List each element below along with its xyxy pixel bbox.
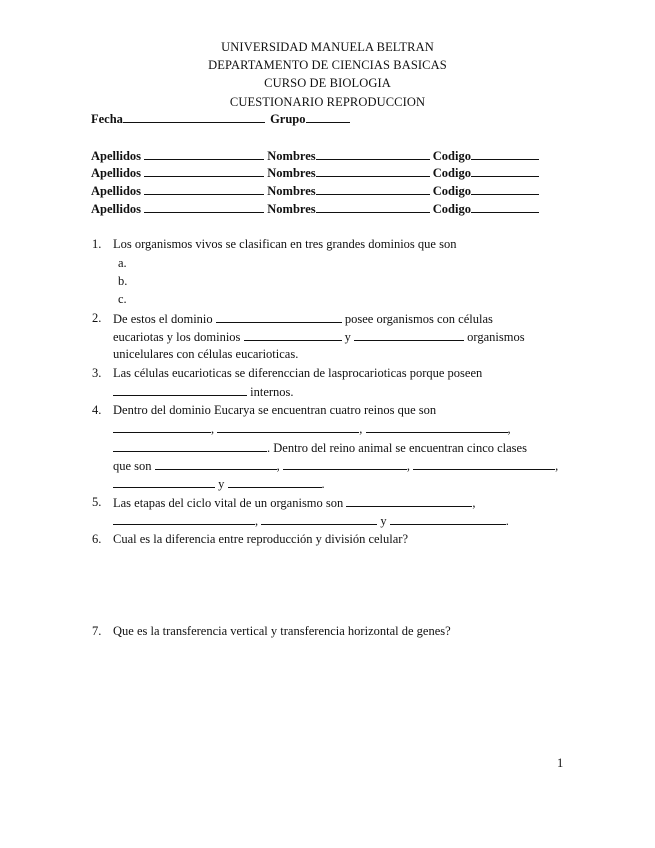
fecha-grupo-row <box>91 111 350 127</box>
apellidos-label: Apellidos <box>91 184 142 198</box>
fecha-field[interactable] <box>123 111 265 123</box>
codigo-label: Codigo <box>432 149 471 163</box>
question-number: 6. <box>92 532 102 546</box>
codigo-field[interactable] <box>471 201 539 213</box>
blank-field[interactable] <box>390 513 506 525</box>
question-text: Los organismos vivos se clasifican en tres grandes dominios que son <box>113 237 457 251</box>
question-line-3: unicelulares con células eucarioticas. <box>113 347 299 361</box>
course-name: CURSO DE BIOLOGIA <box>264 76 391 91</box>
blank-field[interactable] <box>113 440 267 452</box>
question-line-2: internos. <box>113 384 294 400</box>
nombres-label: Nombres <box>267 149 316 163</box>
blank-field[interactable] <box>113 421 211 433</box>
question-line-2: , , , <box>113 421 511 437</box>
question-text: Cual es la diferencia entre reproducción y división celular? <box>113 532 409 546</box>
department-name: DEPARTAMENTO DE CIENCIAS BASICAS <box>208 58 447 73</box>
apellidos-label: Apellidos <box>91 149 142 163</box>
codigo-label: Codigo <box>432 184 471 198</box>
blank-field[interactable] <box>261 513 377 525</box>
apellidos-label: Apellidos <box>91 202 142 216</box>
blank-field[interactable] <box>217 421 359 433</box>
student-row-3 <box>91 183 539 199</box>
blank-field[interactable] <box>244 329 342 341</box>
question-line-2: eucariotas y los dominios y organismos <box>113 330 525 344</box>
question-line-4: que son , , , <box>113 459 559 473</box>
document-header <box>0 38 655 111</box>
question-line-3: . Dentro del reino animal se encuentran cinco clases <box>113 440 527 456</box>
question-number: 1. <box>92 237 102 251</box>
fecha-label: Fecha <box>91 112 123 126</box>
question-number: 5. <box>92 495 102 509</box>
blank-field[interactable] <box>228 476 322 488</box>
codigo-label: Codigo <box>432 202 471 216</box>
question-line-1: Las células eucarioticas se diferenccian de lasprocarioticas porque poseen <box>113 366 483 380</box>
student-row-1 <box>91 148 539 164</box>
blank-field[interactable] <box>283 458 407 470</box>
university-name: UNIVERSIDAD MANUELA BELTRAN <box>221 40 434 54</box>
question-number: 4. <box>92 403 102 417</box>
option-c: c. <box>118 292 127 306</box>
student-row-2 <box>91 165 539 181</box>
page-number: 1 <box>557 756 564 770</box>
question-line-1: Las etapas del ciclo vital de un organismo son , <box>113 496 476 510</box>
blank-field[interactable] <box>113 513 255 525</box>
question-number: 2. <box>92 311 102 325</box>
question-number: 3. <box>92 366 102 380</box>
nombres-field[interactable] <box>316 165 430 177</box>
question-line-1: De estos el dominio posee organismos con células <box>113 312 493 326</box>
student-row-4 <box>91 201 539 217</box>
grupo-field[interactable] <box>306 111 350 123</box>
question-number: 7. <box>92 624 102 638</box>
apellidos-field[interactable] <box>144 183 264 195</box>
codigo-label: Codigo <box>432 166 471 180</box>
nombres-label: Nombres <box>267 202 316 216</box>
apellidos-field[interactable] <box>144 201 264 213</box>
blank-field[interactable] <box>413 458 555 470</box>
blank-field[interactable] <box>346 495 472 507</box>
nombres-field[interactable] <box>316 148 430 160</box>
nombres-field[interactable] <box>316 183 430 195</box>
codigo-field[interactable] <box>471 165 539 177</box>
question-line-1: Dentro del dominio Eucarya se encuentran cuatro reinos que son <box>113 403 437 417</box>
codigo-field[interactable] <box>471 148 539 160</box>
blank-field[interactable] <box>113 476 215 488</box>
blank-field[interactable] <box>366 421 508 433</box>
blank-field[interactable] <box>354 329 464 341</box>
grupo-label: Grupo <box>270 112 306 126</box>
question-line-2: , y . <box>113 513 509 529</box>
nombres-field[interactable] <box>316 201 430 213</box>
nombres-label: Nombres <box>267 166 316 180</box>
codigo-field[interactable] <box>471 183 539 195</box>
blank-field[interactable] <box>216 311 342 323</box>
apellidos-label: Apellidos <box>91 166 142 180</box>
question-text: Que es la transferencia vertical y transferencia horizontal de genes? <box>113 624 451 638</box>
apellidos-field[interactable] <box>144 148 264 160</box>
quiz-title: CUESTIONARIO REPRODUCCION <box>229 94 426 109</box>
blank-field[interactable] <box>155 458 277 470</box>
option-b: b. <box>118 274 128 288</box>
blank-field[interactable] <box>113 384 247 396</box>
question-line-5: y . <box>113 476 325 492</box>
option-a: a. <box>118 256 127 270</box>
nombres-label: Nombres <box>267 184 316 198</box>
apellidos-field[interactable] <box>144 165 264 177</box>
